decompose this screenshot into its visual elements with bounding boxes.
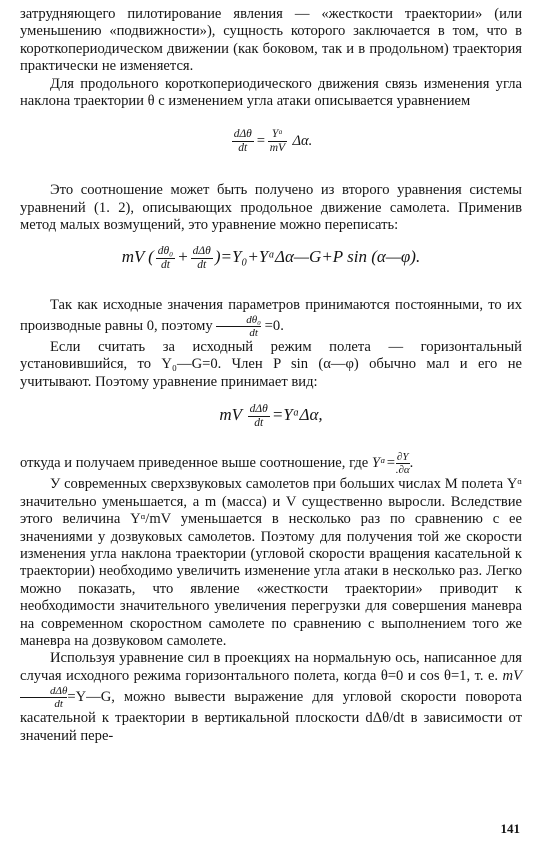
eq3-fraction: $\frac{\text{dΔθ}}{dt}$ [249, 403, 268, 430]
eq2-fraction-1: $\frac{\text{dθ₀}}{dt}$ [157, 244, 174, 271]
equation-2: mV ( $\frac{\text{dθ₀}}{dt}$ + $\frac{\text{dΔθ}}{dt}$ )=Y₀+YᵅΔα—G+P sin (α—φ). [121, 244, 421, 271]
inline-fraction-mv: $\frac{\text{dΔθ}}{dt}$ [20, 685, 67, 710]
paragraph-6: откуда и получаем приведенное выше соотношение, где Yᵅ= $\frac{\partial Y}{.\partial\alpha}$ . [20, 451, 414, 477]
paragraph-8: Используя уравнение сил в проекциях на нормальную ось, написанное для случая исходного режима горизонтального полета, когда θ=0 и cos θ=1, т. е. mV $\frac{\text{dΔθ}}{dt}$ =Y—G, можно вывести выражение для угловой скорости поворота касательной к траектории в вертикальной плоскости dΔθ/dt в зависимости от значений пере- [20, 650, 522, 744]
eq2-tail: =Y₀+YᵅΔα—G+P sin (α—φ). [220, 246, 421, 266]
paragraph-2: Для продольного короткопериодического движения связь изменения угла наклона траектории θ с изменением угла атаки описывается уравнением [20, 75, 522, 110]
paragraph-5: Если считать за исходный режим полета — горизонтальный установившийся, то Y₀—G=0. Член P sin (α—φ) обычно мал и его не учитывают. Поэтому уравнение принимает вид: [20, 339, 522, 390]
inline-fraction-dY-dalpha: $\frac{\partial Y}{.\partial\alpha}$ [395, 451, 410, 477]
paragraph-3: Это соотношение может быть получено из второго уравнения системы уравнений (1. 2), описывающих продольное движение самолета. Применив метод малых возмущений, это уравнение можно переписать: [20, 182, 522, 234]
paragraph-1: затрудняющего пилотирование явления — «жесткости траектории» (или уменьшению «подвижности»), сущность которого заключается в том, что в короткопериодическом движении (как боковом, так и в продольном) траектория практически не изменяется. [20, 6, 522, 75]
equation-3: mV $\frac{\text{dΔθ}}{dt}$ =YᵅΔα, [219, 403, 323, 430]
eq1-tail: Δα. [292, 133, 313, 150]
equation-1: $\frac{\text{dΔθ}}{dt}$ = $\frac{\text{Yᵅ}}{mV}$ Δα. [233, 128, 313, 155]
eq1-rhs-fraction: $\frac{\text{Yᵅ}}{mV}$ [269, 128, 286, 155]
eq1-lhs-fraction: $\frac{\text{dΔθ}}{dt}$ [233, 128, 252, 155]
page-number: 141 [500, 821, 520, 836]
inline-fraction-dtheta0: $\frac{\text{dθ₀}}{dt}$ [216, 314, 261, 339]
eq2-fraction-2: $\frac{\text{dΔθ}}{dt}$ [192, 244, 211, 271]
paragraph-7: У современных сверхзвуковых самолетов при больших числах М полета Yᵅ значительно уменьшается, а m (масса) и V существенно выросли. Вследствие этого величина Yᵅ/mV уменьшается в несколько раз по сравнению с ее значениями у дозвуковых самолетов. Поэтому для получения той же скорости изменения угла наклона траектории (угловой скорости вращения касательной к траектории) необходимо увеличить изменение угла атаки в несколько раз. Легко можно показать, что явление «жесткости траектории» приводит к необходимости значительного увеличения перегрузки для совершения маневра на современном скоростном самолете по сравнению с выполнением того же маневра на дозвуковом самолете. [20, 476, 522, 649]
paragraph-4: Так как исходные значения параметров принимаются постоянными, то их производные равны 0, поэтому $\frac{\text{dθ₀}}{dt}$ =0. [20, 296, 522, 340]
